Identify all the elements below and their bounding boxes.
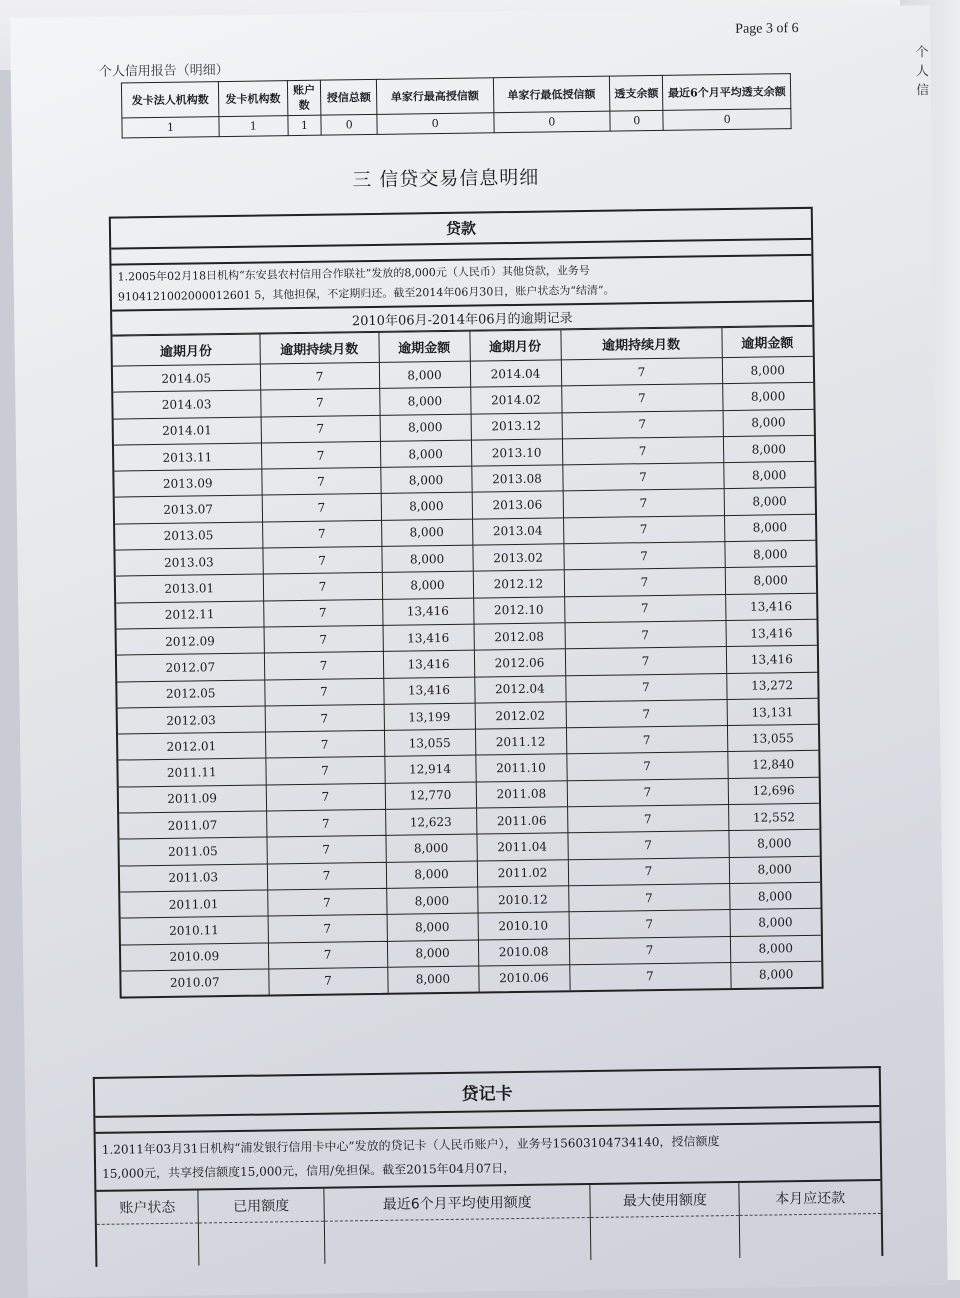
cell-overdue-duration: 7: [262, 494, 381, 522]
summary-header: 单家行最低授信额: [493, 76, 610, 113]
cell-overdue-amount: 8,000: [725, 567, 816, 595]
cell: [97, 1223, 199, 1267]
cell-overdue-month: 2012.10: [473, 596, 564, 624]
cell-overdue-duration: 7: [266, 809, 385, 837]
cell-overdue-month: 2010.08: [478, 938, 569, 966]
cell-overdue-amount: 13,416: [383, 624, 474, 652]
summary-value: 0: [493, 111, 610, 133]
cell-overdue-duration: 7: [264, 625, 383, 653]
column-header-used-limit: 已用额度: [198, 1189, 324, 1223]
cell-overdue-duration: 7: [261, 415, 380, 443]
cell-overdue-month: 2013.07: [115, 496, 262, 524]
cell-overdue-duration: 7: [568, 857, 729, 886]
overdue-caption: 2010年06月-2014年06月的逾期记录: [112, 302, 812, 336]
cell-overdue-duration: 7: [567, 831, 728, 860]
cell-overdue-amount: 8,000: [387, 913, 478, 941]
cell-overdue-amount: 12,770: [385, 782, 476, 810]
loan-description-line: 1.2005年02月18日机构“东安县农村信用合作联社”发放的8,000元（人民币）其他贷款，业务号: [117, 263, 590, 284]
section-heading: 三 信贷交易信息明细: [352, 166, 540, 192]
cell-overdue-amount: 8,000: [379, 361, 470, 389]
cell-overdue-amount: 8,000: [729, 882, 820, 910]
cell-overdue-duration: 7: [262, 546, 381, 574]
column-header-overdue-duration: 逾期持续月数: [259, 332, 378, 364]
cell-overdue-month: 2013.09: [114, 469, 261, 497]
summary-header: 发卡法人机构数: [121, 82, 218, 118]
summary-value: 1: [219, 116, 288, 137]
cell-overdue-amount: 8,000: [723, 409, 814, 437]
debit-card-section: [93, 1066, 884, 1267]
cell-overdue-month: 2013.04: [472, 518, 563, 546]
cell-overdue-amount: 12,696: [728, 777, 819, 805]
cell-overdue-duration: 7: [561, 358, 722, 387]
cell-overdue-month: 2012.01: [118, 732, 265, 760]
cell-overdue-duration: 7: [262, 520, 381, 548]
cell-overdue-amount: 12,840: [727, 751, 818, 779]
cell-overdue-amount: 8,000: [380, 466, 471, 494]
column-header-overdue-amount: 逾期金额: [378, 331, 469, 362]
cell-overdue-duration: 7: [563, 489, 724, 518]
cell-overdue-month: 2011.05: [119, 837, 266, 865]
summary-value: 1: [287, 115, 321, 135]
cell-overdue-duration: 7: [569, 936, 730, 965]
cell-overdue-duration: 7: [564, 594, 725, 623]
cell-overdue-duration: 7: [268, 941, 387, 969]
cell-overdue-duration: 7: [567, 778, 728, 807]
cell-overdue-month: 2011.06: [476, 807, 567, 835]
cell-overdue-amount: 13,416: [725, 619, 816, 647]
cell-overdue-month: 2014.01: [114, 417, 261, 445]
cell-overdue-duration: 7: [562, 463, 723, 492]
cell-overdue-month: 2013.10: [471, 439, 562, 467]
cell-overdue-month: 2014.05: [113, 364, 260, 392]
cell-overdue-month: 2011.10: [475, 754, 566, 782]
cell-overdue-amount: 13,416: [383, 650, 474, 678]
cell-overdue-month: 2014.03: [113, 390, 260, 418]
cell-overdue-amount: 13,055: [384, 729, 475, 757]
cell-overdue-duration: 7: [561, 384, 722, 413]
debit-card-title: 贷记卡: [95, 1068, 879, 1118]
column-header-account-status: 账户状态: [96, 1190, 198, 1224]
cell-overdue-month: 2013.02: [472, 544, 563, 572]
cell-overdue-duration: 7: [569, 910, 730, 939]
cell-overdue-month: 2012.02: [475, 702, 566, 730]
summary-header: 授信总额: [321, 79, 377, 115]
cell-overdue-month: 2012.11: [116, 601, 263, 629]
column-header-max-usage: 最大使用额度: [590, 1183, 739, 1218]
cell-overdue-duration: 7: [268, 915, 387, 943]
cell-overdue-amount: 8,000: [387, 966, 478, 993]
cell-overdue-amount: 8,000: [729, 856, 820, 884]
cell-overdue-amount: 12,552: [728, 803, 819, 831]
cell-overdue-duration: 7: [563, 542, 724, 571]
loan-title: 贷款: [111, 209, 811, 250]
cell-overdue-month: 2014.02: [470, 386, 561, 414]
loan-section: [109, 207, 824, 999]
cell-overdue-amount: 8,000: [722, 383, 813, 411]
summary-value: 0: [321, 114, 377, 135]
cell-overdue-amount: 13,416: [726, 646, 817, 674]
cell-overdue-month: 2011.01: [120, 890, 267, 918]
debit-card-status-table: [96, 1181, 881, 1267]
cell-overdue-month: 2011.09: [119, 785, 266, 813]
cell-overdue-duration: 7: [267, 888, 386, 916]
cell-overdue-duration: 7: [260, 389, 379, 417]
report-page: [10, 5, 948, 1298]
cell-overdue-amount: 8,000: [724, 488, 815, 516]
cell-overdue-amount: 8,000: [730, 935, 821, 963]
cell-overdue-duration: 7: [566, 699, 727, 728]
cell-overdue-month: 2011.11: [118, 758, 265, 786]
cell-overdue-amount: 8,000: [730, 909, 821, 937]
column-header-overdue-duration: 逾期持续月数: [560, 328, 721, 360]
column-header-avg-usage: 最近6个月平均使用额度: [324, 1185, 591, 1221]
cell-overdue-duration: 7: [266, 783, 385, 811]
cell-overdue-amount: 8,000: [386, 861, 477, 889]
cell-overdue-month: 2010.11: [121, 916, 268, 944]
cell-overdue-month: 2012.06: [474, 649, 565, 677]
summary-header: 透支余额: [609, 75, 663, 111]
cell-overdue-amount: 8,000: [723, 435, 814, 463]
cell-overdue-amount: 8,000: [730, 961, 821, 988]
cell-overdue-month: 2013.11: [114, 443, 261, 471]
cell-overdue-duration: 7: [266, 836, 385, 864]
cell-overdue-amount: 13,272: [726, 672, 817, 700]
cell-overdue-month: 2012.09: [117, 627, 264, 655]
debit-card-description: [96, 1123, 881, 1192]
cell-overdue-duration: 7: [265, 757, 384, 785]
cell-overdue-duration: 7: [267, 862, 386, 890]
cell-overdue-amount: 8,000: [722, 356, 813, 384]
cell-overdue-amount: 8,000: [385, 834, 476, 862]
cell: [591, 1215, 741, 1260]
cell-overdue-duration: 7: [264, 652, 383, 680]
cell-overdue-duration: 7: [566, 726, 727, 755]
cell-overdue-amount: 8,000: [724, 514, 815, 542]
cell-overdue-month: 2011.03: [120, 864, 267, 892]
cell-overdue-amount: 8,000: [381, 545, 472, 573]
summary-value: 0: [663, 109, 791, 131]
cell-overdue-duration: 7: [568, 883, 729, 912]
column-header-overdue-amount: 逾期金额: [721, 326, 812, 357]
cell: [199, 1221, 325, 1265]
debit-card-description-line: 15,000元，共享授信额度15,000元，信用/免担保。截至2015年04月07日，: [102, 1161, 516, 1181]
cell-overdue-duration: 7: [565, 647, 726, 676]
cell-overdue-month: 2013.03: [115, 548, 262, 576]
cell-overdue-duration: 7: [564, 568, 725, 597]
card-summary-table: [121, 73, 792, 138]
cell-overdue-duration: 7: [567, 805, 728, 834]
cell-overdue-month: 2011.04: [476, 833, 567, 861]
cell-overdue-month: 2010.10: [478, 912, 569, 940]
cell-overdue-amount: 8,000: [379, 387, 470, 415]
cell-overdue-duration: 7: [261, 468, 380, 496]
cell-overdue-month: 2012.08: [474, 623, 565, 651]
cell-overdue-month: 2012.05: [117, 680, 264, 708]
cell-overdue-duration: 7: [566, 752, 727, 781]
cell: [324, 1218, 591, 1264]
cell-overdue-month: 2013.12: [471, 412, 562, 440]
cell-overdue-duration: 7: [260, 362, 379, 390]
cell-overdue-duration: 7: [565, 673, 726, 702]
cell-overdue-month: 2010.06: [478, 965, 569, 992]
cell-overdue-amount: 13,416: [383, 677, 474, 705]
cell-overdue-amount: 8,000: [724, 540, 815, 568]
adjacent-page-title: 个人信: [915, 45, 930, 99]
summary-header: 发卡机构数: [218, 81, 287, 117]
cell-overdue-duration: 7: [265, 704, 384, 732]
summary-value: 0: [610, 110, 664, 131]
cell-overdue-amount: 8,000: [386, 887, 477, 915]
cell-overdue-month: 2013.08: [471, 465, 562, 493]
cell-overdue-amount: 8,000: [381, 493, 472, 521]
cell-overdue-amount: 12,914: [384, 756, 475, 784]
loan-description-line: 9104121002000012601 5，其他担保，不定期归还。截至2014年06月30日，账户状态为“结清”。: [117, 283, 615, 304]
overdue-record-table: [112, 326, 821, 997]
cell-overdue-month: 2011.07: [119, 811, 266, 839]
cell-overdue-amount: 13,055: [727, 724, 818, 752]
cell-overdue-month: 2012.07: [117, 653, 264, 681]
cell-overdue-amount: 8,000: [728, 830, 819, 858]
debit-card-description-line: 1.2011年03月31日机构“浦发银行信用卡中心”发放的贷记卡（人民币账户），业务号15603104734140，授信额度: [101, 1134, 720, 1157]
cell-overdue-month: 2012.12: [473, 570, 564, 598]
cell-overdue-month: 2011.08: [476, 781, 567, 809]
page-number: Page 3 of 6: [735, 20, 799, 37]
column-header-overdue-month: 逾期月份: [112, 334, 259, 366]
cell-overdue-amount: 13,131: [727, 698, 818, 726]
column-header-overdue-month: 逾期月份: [469, 330, 560, 361]
cell: [740, 1213, 882, 1257]
cell-overdue-duration: 7: [564, 621, 725, 650]
summary-header: 单家行最高授信额: [376, 78, 493, 115]
cell-overdue-duration: 7: [569, 962, 730, 990]
cell-overdue-month: 2013.06: [472, 491, 563, 519]
cell-overdue-duration: 7: [268, 967, 387, 994]
cell-overdue-month: 2010.07: [121, 969, 268, 997]
cell-overdue-duration: 7: [265, 731, 384, 759]
cell-overdue-month: 2014.04: [470, 360, 561, 388]
cell-overdue-month: 2010.09: [121, 943, 268, 971]
cell-overdue-month: 2011.02: [477, 859, 568, 887]
cell-overdue-duration: 7: [263, 573, 382, 601]
cell-overdue-duration: 7: [563, 515, 724, 544]
cell-overdue-month: 2012.03: [118, 706, 265, 734]
report-title: 个人信用报告（明细）: [98, 62, 229, 80]
column-header-monthly-payment: 本月应还款: [739, 1181, 881, 1215]
cell-overdue-duration: 7: [562, 410, 723, 439]
cell-overdue-amount: 8,000: [381, 519, 472, 547]
cell-overdue-amount: 8,000: [382, 571, 473, 599]
summary-value: 1: [122, 117, 219, 138]
cell-overdue-amount: 8,000: [380, 414, 471, 442]
cell-overdue-month: 2011.12: [475, 728, 566, 756]
cell-overdue-amount: 8,000: [380, 440, 471, 468]
cell-overdue-month: 2012.04: [474, 675, 565, 703]
cell-overdue-month: 2010.12: [477, 886, 568, 914]
cell-overdue-duration: 7: [261, 441, 380, 469]
cell-overdue-amount: 13,199: [384, 703, 475, 731]
cell-overdue-amount: 13,416: [725, 593, 816, 621]
cell-overdue-month: 2013.05: [115, 522, 262, 550]
cell-overdue-month: 2013.01: [116, 574, 263, 602]
summary-header: 账户数: [287, 80, 321, 115]
cell-overdue-amount: 12,623: [385, 808, 476, 836]
cell-overdue-duration: 7: [562, 436, 723, 465]
summary-value: 0: [377, 113, 494, 135]
cell-overdue-duration: 7: [264, 678, 383, 706]
summary-header: 最近6个月平均透支余额: [663, 74, 791, 111]
cell-overdue-amount: 13,416: [382, 598, 473, 626]
cell-overdue-amount: 8,000: [723, 462, 814, 490]
cell-overdue-duration: 7: [263, 599, 382, 627]
cell-overdue-amount: 8,000: [387, 940, 478, 968]
